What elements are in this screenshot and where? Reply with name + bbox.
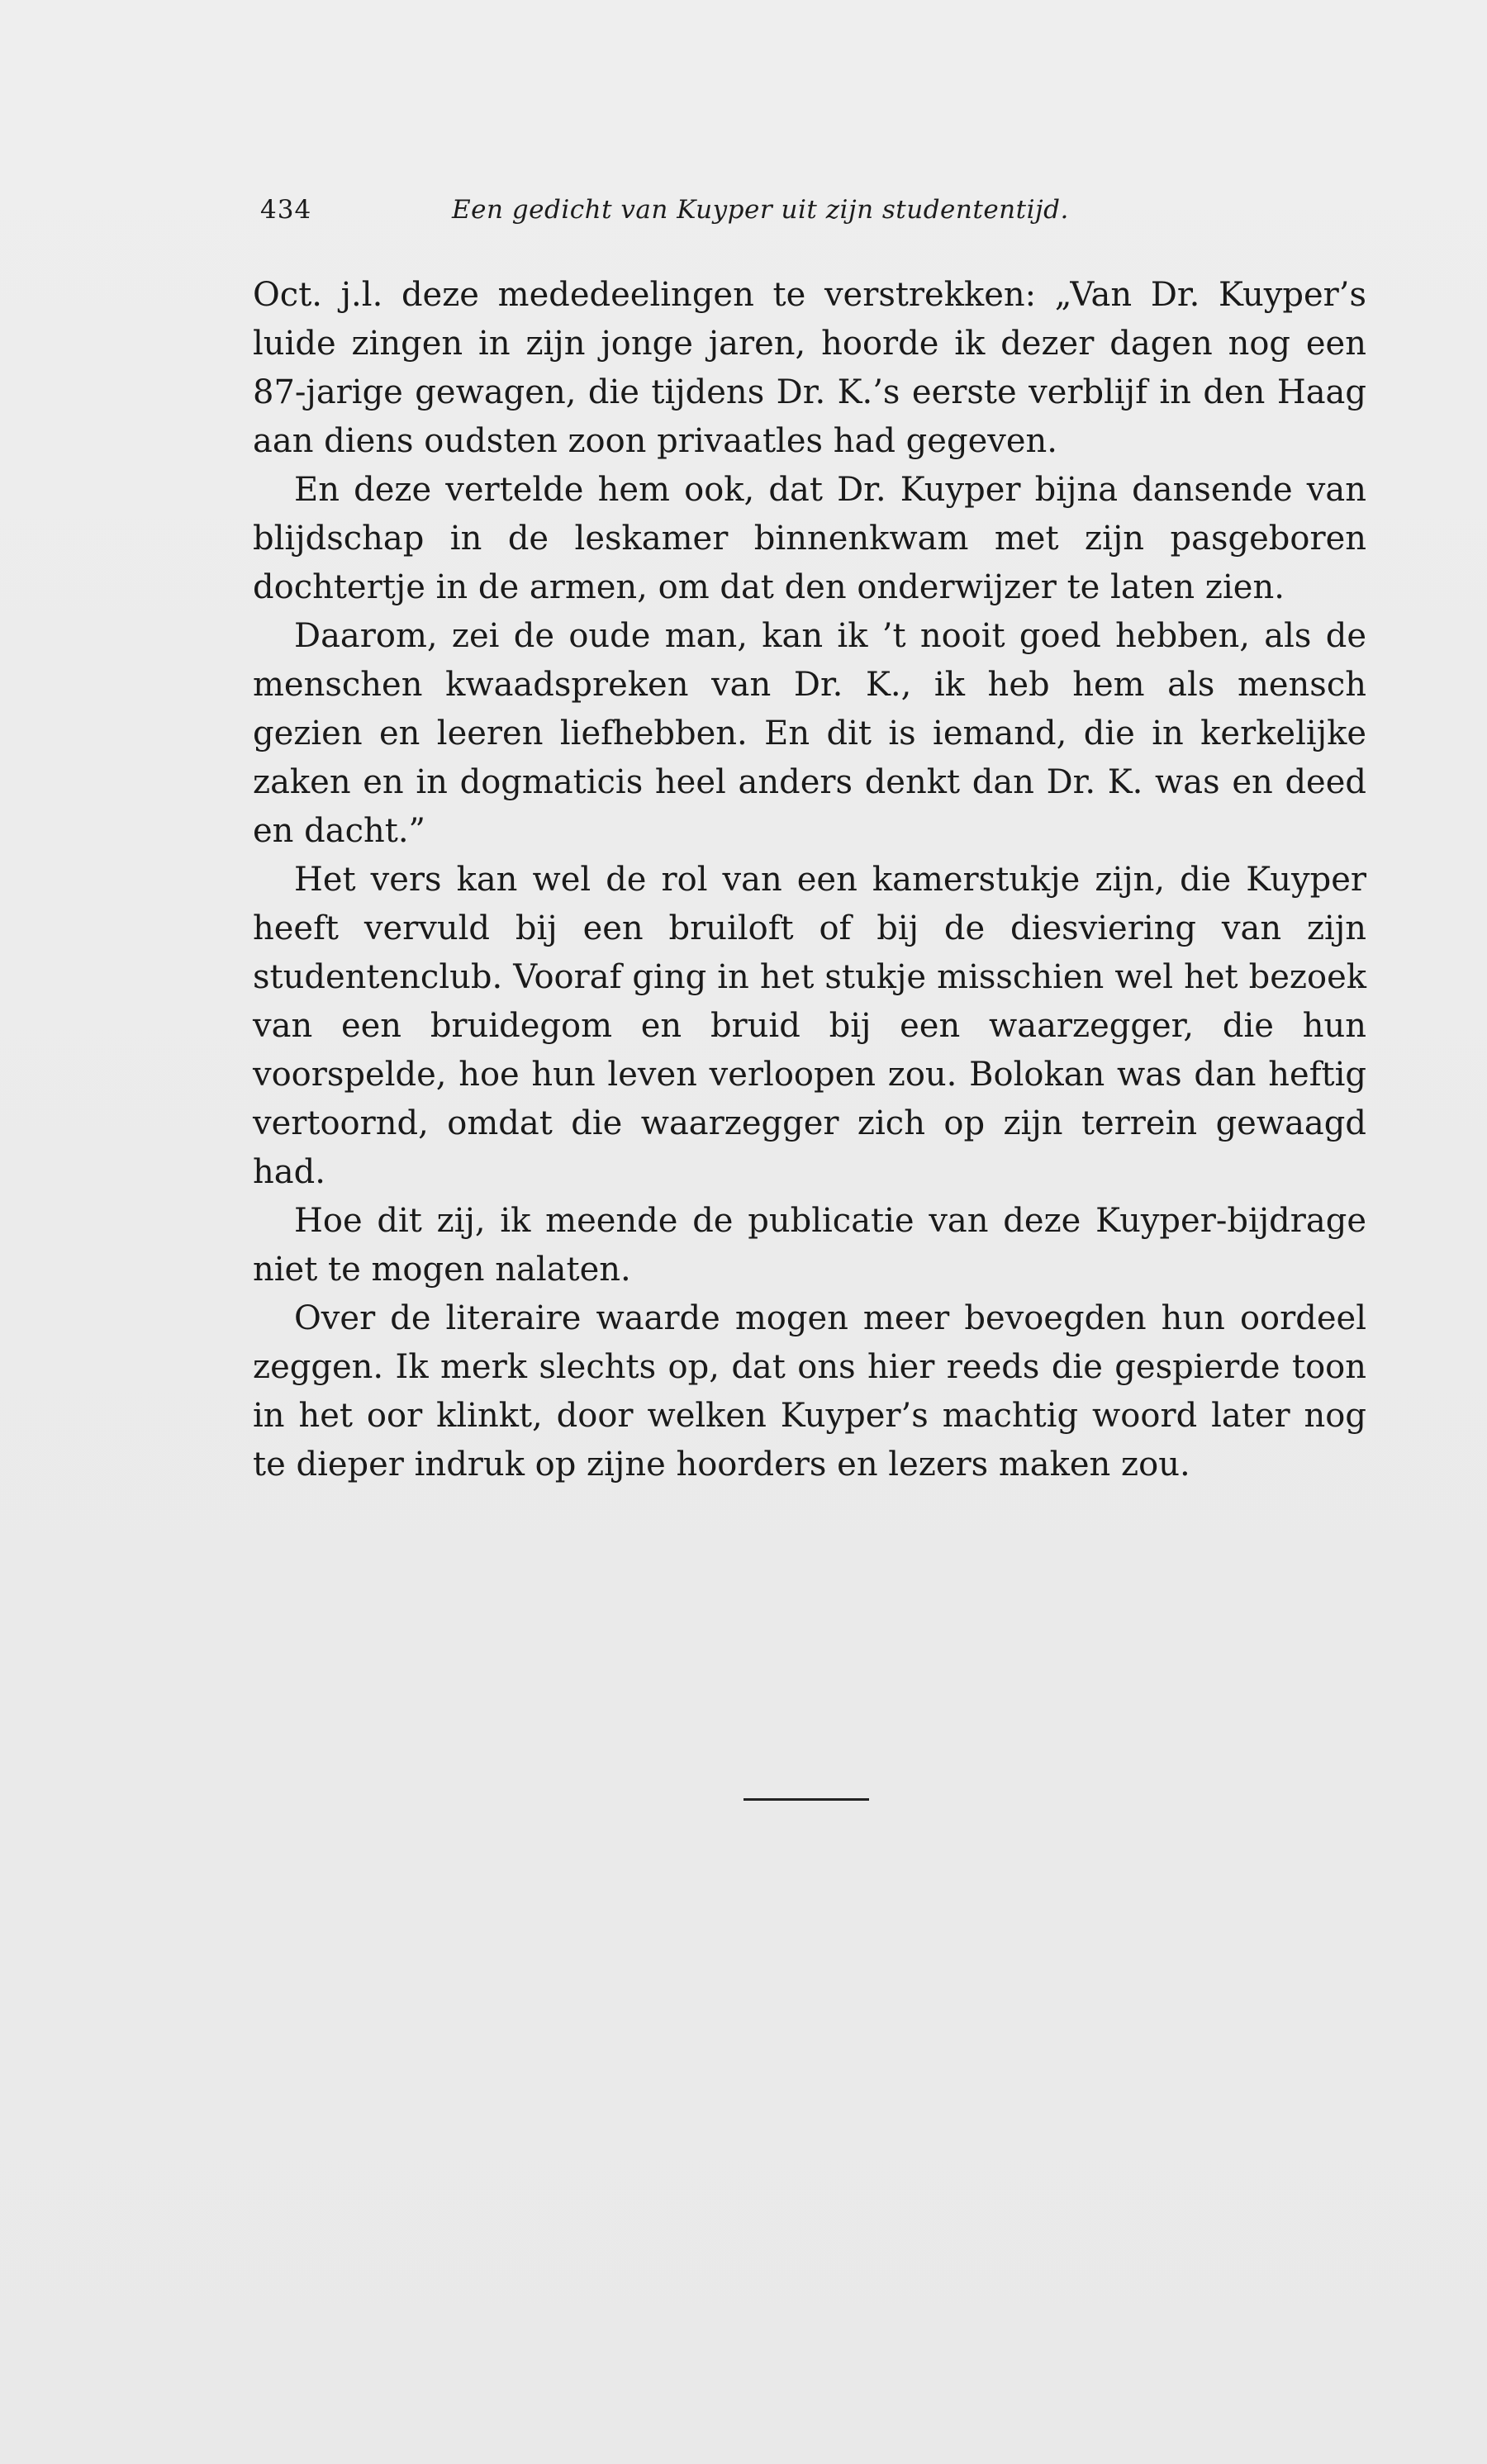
- paragraph-continuation: Oct. j.l. deze mededeelingen te verstrekken: „Van Dr. Kuyper’s luide zingen in zijn jonge jaren, hoorde ik dezer dagen nog een 87-jarige gewagen, die tijdens Dr. K.’s eerste verblijf in den Haag aan diens oudsten zoon privaatles had gegeven.: [253, 276, 1366, 460]
- running-header: [260, 195, 1367, 238]
- paragraph: Daarom, zei de oude man, kan ik ’t nooit goed hebben, als de menschen kwaadspreken van Dr. K., ik heb hem als mensch gezien en leeren liefhebben. En dit is iemand, die in kerkelijke zaken en in dogmaticis heel anders denkt dan Dr. K. was en deed en dacht.”: [253, 617, 1366, 850]
- section-end-rule: [744, 1798, 869, 1801]
- page-number: 434: [260, 195, 312, 225]
- body-text: [253, 271, 1366, 1489]
- paragraph: En deze vertelde hem ook, dat Dr. Kuyper bijna dansende van blijdschap in de leskamer binnenkwam met zijn pasgeboren dochtertje in de armen, om dat den onderwijzer te laten zien.: [253, 471, 1366, 606]
- paragraph: Het vers kan wel de rol van een kamerstukje zijn, die Kuyper heeft vervuld bij een bruiloft of bij de diesviering van zijn studentenclub. Vooraf ging in het stukje misschien wel het bezoek van een bruidegom en bruid bij een waarzegger, die hun voorspelde, hoe hun leven verloopen zou. Bolokan was dan heftig vertoornd, omdat die waarzegger zich op zijn terrein gewaagd had.: [253, 861, 1366, 1191]
- paragraph: Hoe dit zij, ik meende de publicatie van deze Kuyper-bijdrage niet te mogen nalaten.: [253, 1202, 1366, 1289]
- running-title: Een gedicht van Kuyper uit zijn studententijd.: [452, 195, 1069, 225]
- paragraph: Over de literaire waarde mogen meer bevoegden hun oordeel zeggen. Ik merk slechts op, dat ons hier reeds die gespierde toon in het oor klinkt, door welken Kuyper’s machtig woord later nog te dieper indruk op zijne hoorders en lezers maken zou.: [253, 1299, 1366, 1484]
